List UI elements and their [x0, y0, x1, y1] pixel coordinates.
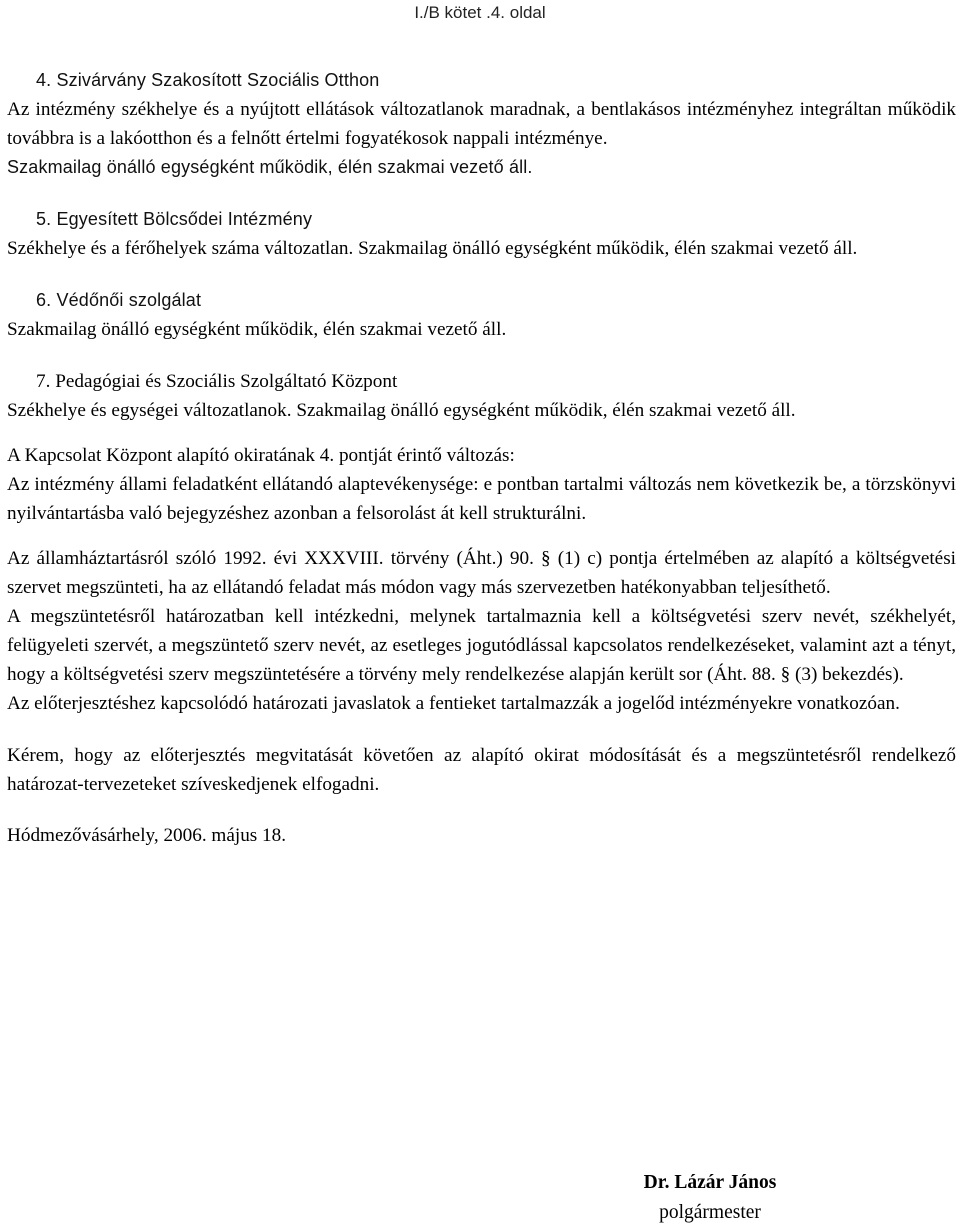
section-7-title: 7. Pedagógiai és Szociális Szolgáltató Központ: [36, 371, 398, 392]
signatory-name: Dr. Lázár János: [643, 1172, 777, 1193]
spacer: [7, 344, 956, 367]
law-paragraph-2: A megszüntetésről határozatban kell intézkedni, melynek tartalmaznia kell a költségvetési szerv nevét, székhelyét, felügyeleti szervét, a megszüntető szerv nevét, az esetleges jogutódlással kapcsolatos rendelkezéseket, valamint azt a tényt, hogy a költségvetési szerv megszüntetésére a törvény mely rendelkezése alapján került sor (Áht. 88. § (3) bekezdés).: [7, 606, 956, 685]
kapcsolat-section: [7, 441, 956, 528]
section-7-body: [7, 396, 956, 425]
section-5-body-a: Székhelye és a férőhelyek száma változatlan.: [7, 238, 354, 259]
place-date: Hódmezővásárhely, 2006. május 18.: [7, 825, 287, 846]
section-7-body-b: Szakmailag önálló egységként működik, élén szakmai vezető áll.: [296, 400, 796, 421]
section-7: [7, 367, 956, 425]
section-4-body: Az intézmény székhelye és a nyújtott ellátások változatlanok maradnak, a bentlakásos intézményhez integráltan működik továbbra is a lakóotthon és a felnőtt értelmi fogyatékosok nappali intézménye.: [7, 99, 956, 149]
section-4-note: Szakmailag önálló egységként működik, élén szakmai vezető áll.: [7, 157, 533, 177]
spacer: [7, 528, 956, 544]
kapcsolat-body: Az intézmény állami feladatként ellátandó alaptevékenysége: e pontban tartalmi változás nem következik be, a törzskönyvi nyilvántartásba való bejegyzéshez azonban a felsorolást át kell strukturálni.: [7, 474, 956, 524]
section-5-title: 5. Egyesített Bölcsődei Intézmény: [36, 209, 313, 229]
document-body: [7, 66, 956, 850]
signatory-title: polgármester: [659, 1202, 761, 1223]
spacer: [7, 718, 956, 741]
section-5-body-b: Szakmailag önálló egységként működik, élén szakmai vezető áll.: [358, 238, 858, 259]
section-4: [7, 66, 956, 182]
section-5-body: [7, 234, 956, 263]
spacer: [7, 263, 956, 286]
spacer: [7, 182, 956, 205]
law-paragraph-1: Az államháztartásról szóló 1992. évi XXXVIII. törvény (Áht.) 90. § (1) c) pontja értelmében az alapító a költségvetési szervet megszünteti, ha az ellátandó feladat más módon vagy más szervezetben hatékonyabban teljesíthető.: [7, 548, 956, 598]
request-paragraph: Kérem, hogy az előterjesztés megvitatását követően az alapító okirat módosítását és a megszüntetésről rendelkező határozat-tervezeteket szíveskedjenek elfogadni.: [7, 745, 956, 795]
section-4-title: 4. Szivárvány Szakosított Szociális Otthon: [36, 70, 380, 90]
spacer: [7, 799, 956, 821]
section-5: [7, 205, 956, 263]
law-paragraph-3: Az előterjesztéshez kapcsolódó határozati javaslatok a fentieket tartalmazzák a jogelőd intézményekre vonatkozóan.: [7, 693, 900, 714]
signature-block: [600, 1168, 820, 1228]
law-section: [7, 544, 956, 718]
spacer: [7, 425, 956, 441]
section-6: [7, 286, 956, 344]
kapcsolat-heading: A Kapcsolat Központ alapító okiratának 4. pontját érintő változás:: [7, 445, 515, 466]
page-header: I./B kötet .4. oldal: [414, 3, 546, 22]
section-6-body: Szakmailag önálló egységként működik, élén szakmai vezető áll.: [7, 319, 507, 340]
section-6-title: 6. Védőnői szolgálat: [36, 290, 202, 310]
section-7-body-a: Székhelye és egységei változatlanok.: [7, 400, 292, 421]
